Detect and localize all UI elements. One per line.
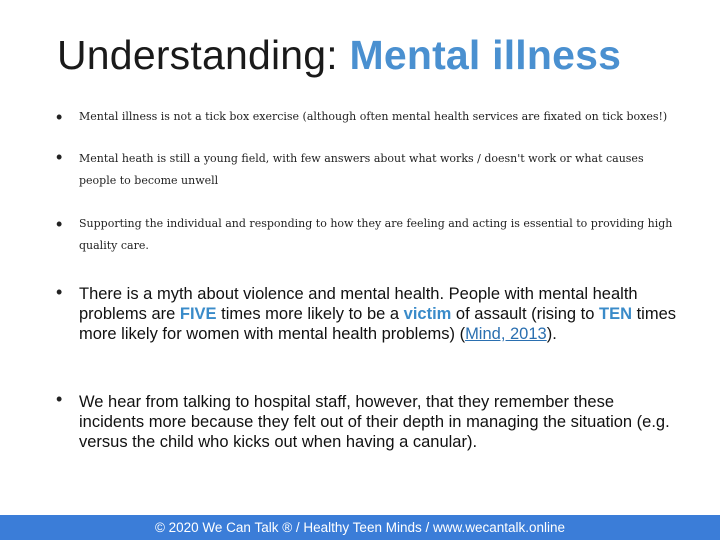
bullet-4-part3: of assault (rising to xyxy=(451,305,599,323)
bullet-text-4 xyxy=(79,284,679,344)
bullet-text-5: We hear from talking to hospital staff, however, that they remember these incidents more because they felt out of their depth in managing the situation (e.g. versus the child who kicks out when having a canular). xyxy=(79,393,670,451)
bullet-4-part2: times more likely to be a xyxy=(216,305,404,323)
slide-title xyxy=(57,32,621,79)
title-main: Understanding: xyxy=(57,32,350,78)
bullet-4-part5: ). xyxy=(546,325,557,343)
bullet-marker: • xyxy=(56,147,63,167)
footer-text: © 2020 We Can Talk ® / Healthy Teen Minds / www.wecantalk.online xyxy=(154,520,566,535)
bullet-4-part1: There is a myth about violence and mental health. People with mental health problems are xyxy=(79,285,638,323)
title-accent: Mental illness xyxy=(349,32,622,78)
bullet-marker: • xyxy=(56,214,63,234)
bullet-text-3: Supporting the individual and responding to how they are feeling and acting is essential to providing high quality care. xyxy=(79,217,673,252)
bullet-marker: • xyxy=(56,389,63,409)
bullet-text-1: Mental illness is not a tick box exercise (although often mental health services are fixated on tick boxes!) xyxy=(79,110,668,123)
bullet-marker: • xyxy=(56,107,63,127)
bullet-marker: • xyxy=(56,282,63,302)
highlight-ten: TEN xyxy=(599,305,632,323)
bullet-4-part4: times more likely for women with mental health problems) ( xyxy=(79,305,677,343)
highlight-five: FIVE xyxy=(179,305,217,323)
citation-link[interactable]: Mind, 2013 xyxy=(465,325,547,343)
highlight-victim: victim xyxy=(403,305,452,323)
bullet-text-2: Mental heath is still a young field, with few answers about what works / doesn't work or what causes people to become unwell xyxy=(79,152,644,187)
footer-bar xyxy=(0,515,720,540)
